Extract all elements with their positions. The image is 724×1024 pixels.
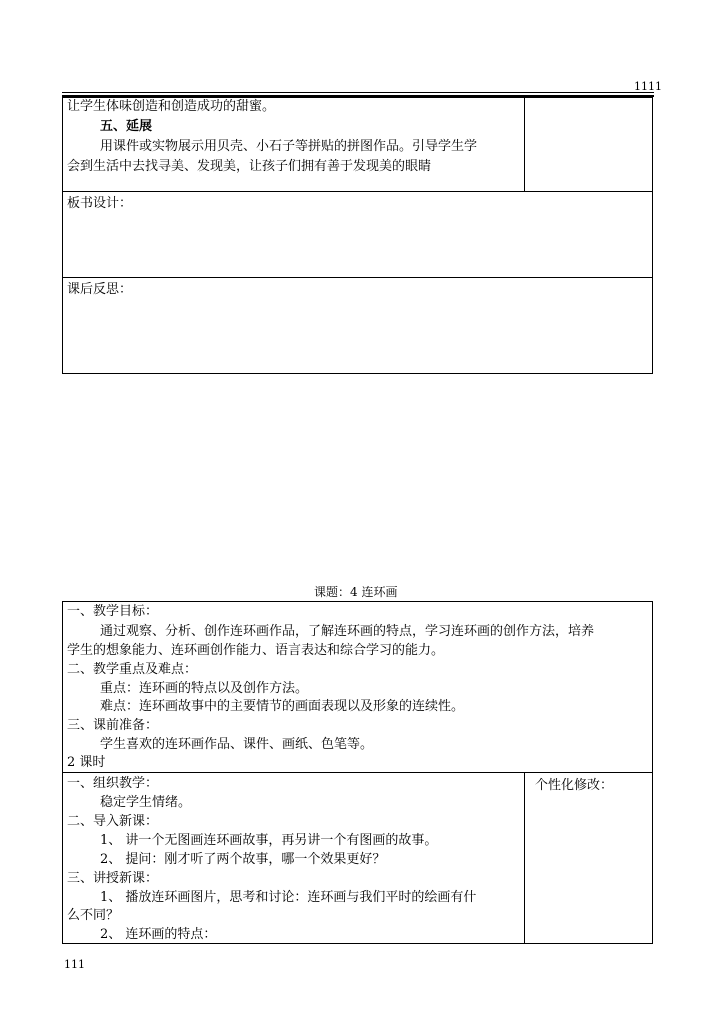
table-column-divider <box>524 97 525 192</box>
reflection-label: 课后反思： <box>67 282 133 297</box>
lesson-title: 课题：4 连环画 <box>314 585 398 599</box>
personal-modification-label: 个性化修改： <box>535 778 614 793</box>
hours-label: 2 课时 <box>67 755 106 770</box>
org-heading: 一、组织教学： <box>67 776 159 791</box>
goals-heading: 一、教学目标： <box>67 604 159 619</box>
list-item: 1、 播放连环画图片，思考和讨论：连环画与我们平时的绘画有什 <box>100 890 477 905</box>
text-line: 让学生体味创造和创造成功的甜蜜。 <box>67 99 276 114</box>
text-line: 学生的想象能力、连环画创作能力、语言表达和综合学习的能力。 <box>67 643 445 658</box>
section-heading: 五、延展 <box>100 119 153 134</box>
keypoints-heading: 二、教学重点及难点： <box>67 662 198 677</box>
page-number-top: 1111 <box>634 80 662 93</box>
text-line: 么不同？ <box>67 908 120 923</box>
prep-heading: 三、课前准备： <box>67 718 159 733</box>
text-line: 重点：连环画的特点以及创作方法。 <box>100 681 309 696</box>
table-row-divider <box>62 277 653 278</box>
text-line: 用课件或实物展示用贝壳、小石子等拼贴的拼图作品。引导学生学 <box>100 139 478 154</box>
page-number-bottom: 111 <box>64 958 85 971</box>
teach-heading: 三、讲授新课： <box>67 871 159 886</box>
intro-heading: 二、导入新课： <box>67 814 159 829</box>
text-line: 稳定学生情绪。 <box>100 795 192 810</box>
text-line: 会到生活中去找寻美、发现美，让孩子们拥有善于发现美的眼睛 <box>67 159 432 174</box>
list-item: 1、 讲一个无图画连环画故事，再另讲一个有图画的故事。 <box>100 833 438 848</box>
table-row-divider <box>62 772 653 773</box>
header-rule-thin <box>62 92 654 93</box>
table-row-divider <box>62 191 653 192</box>
text-line: 难点：连环画故事中的主要情节的画面表现以及形象的连续性。 <box>100 699 465 714</box>
text-line: 通过观察、分析、创作连环画作品，了解连环画的特点，学习连环画的创作方法，培养 <box>100 624 595 639</box>
text-line: 学生喜欢的连环画作品、课件、画纸、色笔等。 <box>100 737 374 752</box>
list-item: 2、 连环画的特点： <box>100 927 217 942</box>
list-item: 2、 提问：刚才听了两个故事，哪一个效果更好？ <box>100 852 386 867</box>
table-column-divider <box>524 772 525 944</box>
board-design-label: 板书设计： <box>67 196 133 211</box>
